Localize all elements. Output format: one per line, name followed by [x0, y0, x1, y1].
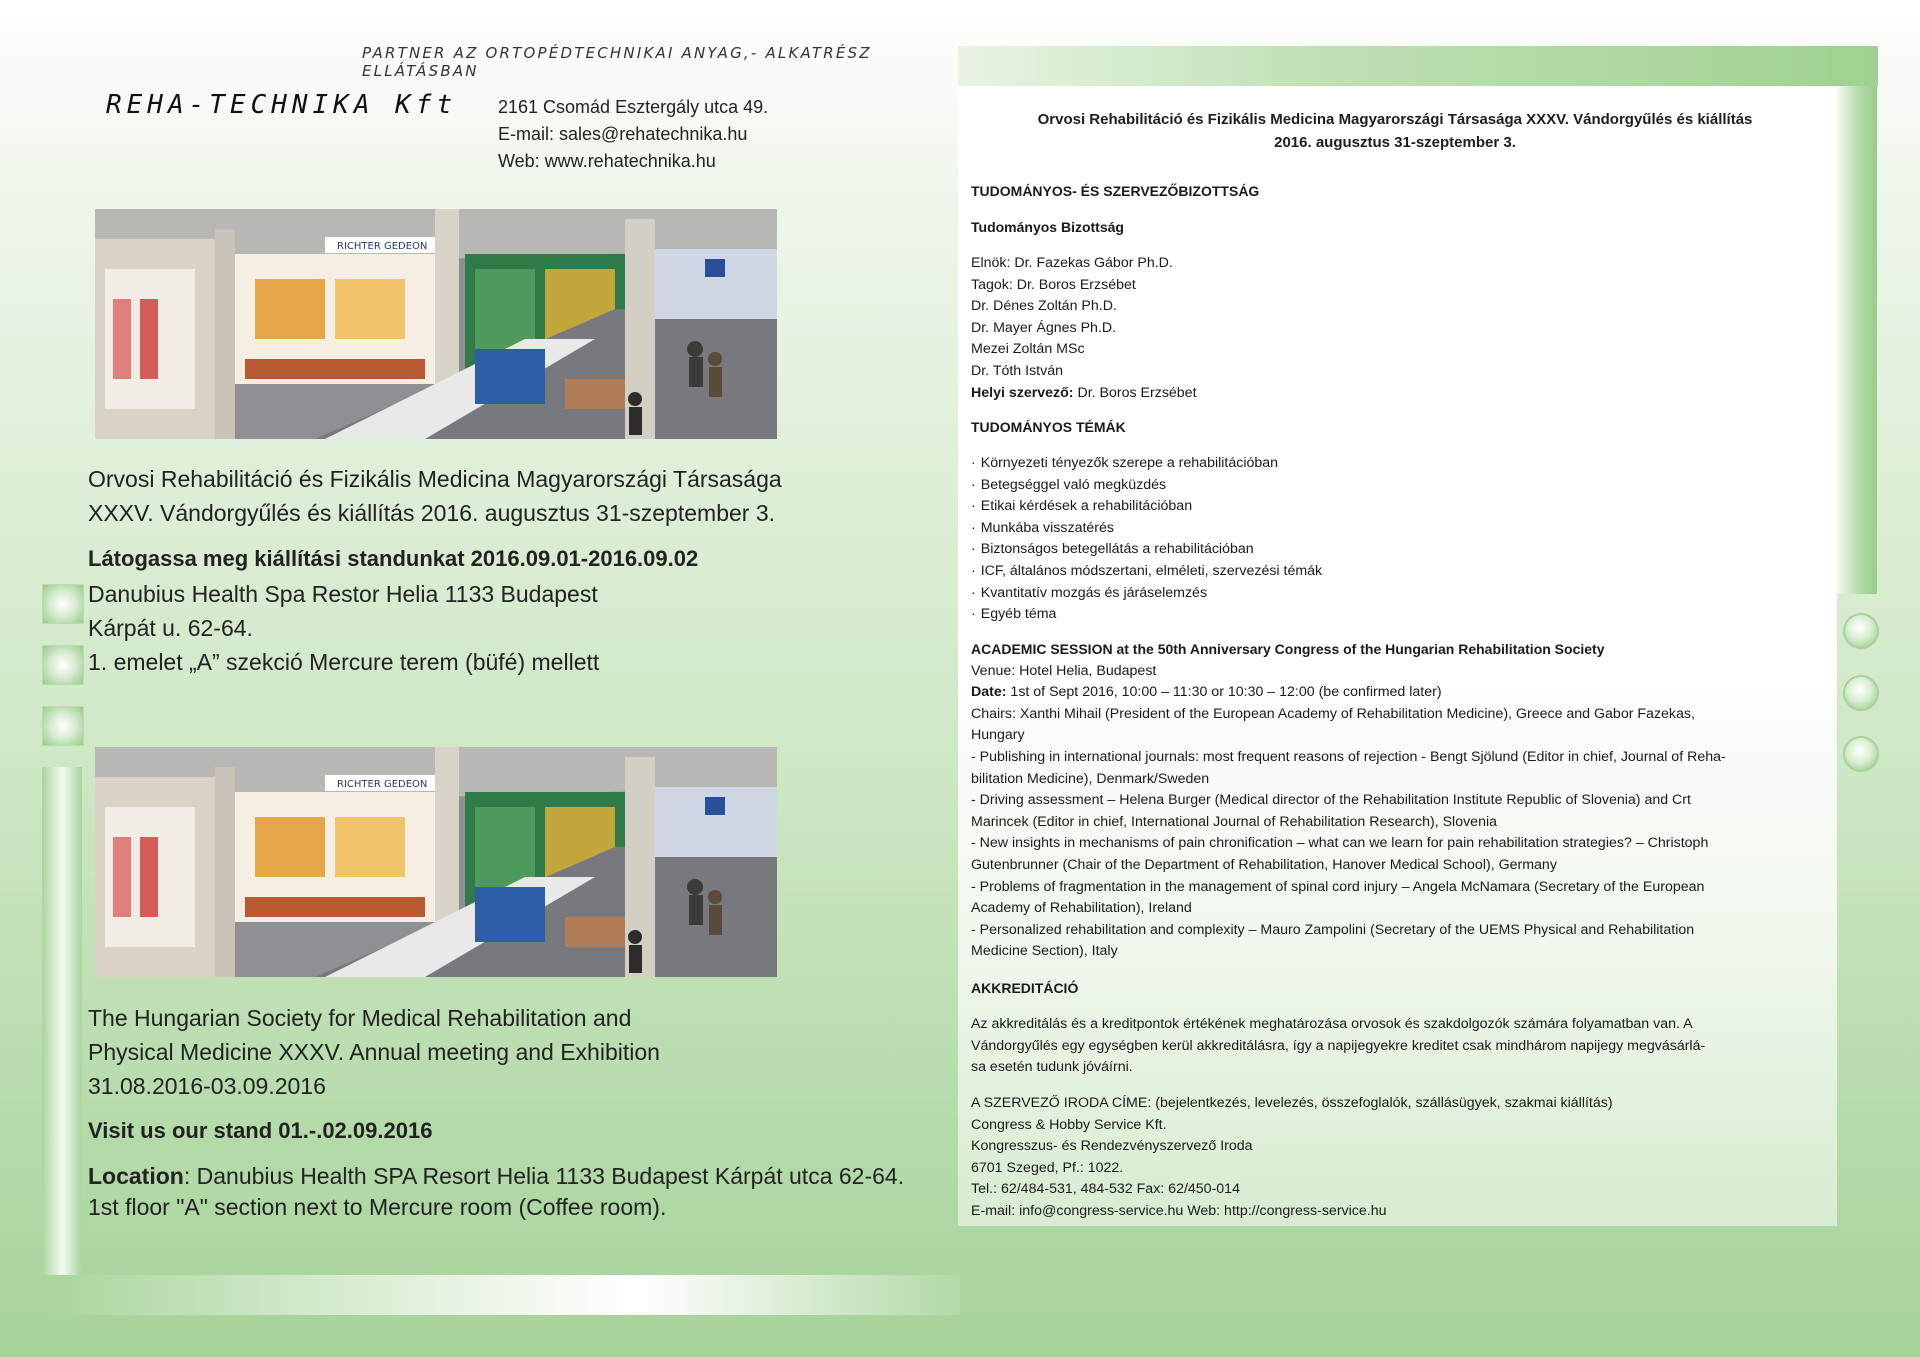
- member-line: Dr. Dénes Zoltán Ph.D.: [971, 298, 1117, 315]
- address: 2161 Csomád Esztergály utca 49.: [498, 97, 769, 117]
- event-title-hu-line1: Orvosi Rehabilitáció és Fizikális Medicina Magyarországi Társasága: [88, 466, 782, 492]
- venue-hu-line1: Danubius Health Spa Restor Helia 1133 Budapest: [88, 581, 598, 607]
- tagline: PARTNER AZ ORTOPÉDTECHNIKAI ANYAG,- ALKATRÉSZ ELLÁTÁSBAN: [362, 44, 872, 80]
- topic-item: · Betegséggel való megküzdés: [971, 475, 1816, 497]
- local-organizer: Helyi szervező: Dr. Boros Erzsébet: [971, 384, 1197, 401]
- event-title-en-line1: The Hungarian Society for Medical Rehabilitation and: [88, 1005, 632, 1031]
- email: E-mail: sales@rehatechnika.hu: [498, 124, 748, 144]
- visit-stand-hu: Látogassa meg kiállítási standunkat 2016.09.01-2016.09.02: [88, 546, 699, 571]
- event-title-hu-line2: XXXV. Vándorgyűlés és kiállítás 2016. augusztus 31-szeptember 3.: [88, 500, 776, 526]
- academic-line: - Driving assessment – Helena Burger (Medical director of the Rehabilitation Institute Republic of Slovenia) and Crt: [971, 792, 1691, 809]
- event-description-hu: [88, 462, 948, 530]
- accreditation-line: Vándorgyűlés egy egységben kerül akkreditálásra, így a napijegyekre kreditet csak mindhárom napijegy megvásárlá-: [971, 1037, 1706, 1054]
- academic-session: [971, 639, 1816, 963]
- exhibition-photo-1: [95, 209, 777, 439]
- decorative-bar-top: [958, 46, 1878, 86]
- member-line: Tagok: Dr. Boros Erzsébet: [971, 276, 1136, 293]
- topic-item: · Biztonságos betegellátás a rehabilitációban: [971, 539, 1816, 561]
- accreditation-line: Az akkreditálás és a kreditpontok értékének meghatározása orvosok és szakdolgozók számára folyamatban van. A: [971, 1016, 1693, 1032]
- committee-members: [971, 253, 1816, 404]
- academic-line: Academy of Rehabilitation), Ireland: [971, 900, 1192, 917]
- academic-line: - Personalized rehabilitation and complexity – Mauro Zampolini (Secretary of the UEMS Physical and Rehabilitation: [971, 921, 1695, 938]
- academic-line: Chairs: Xanthi Mihail (President of the European Academy of Rehabilitation Medicine), Greece and Gabor Fazekas,: [971, 705, 1695, 722]
- topic-item: · ICF, általános módszertani, elméleti, szervezési témák: [971, 561, 1816, 583]
- accreditation-heading: AKKREDITÁCIÓ: [971, 980, 1079, 996]
- decorative-circle-2: [1843, 675, 1879, 711]
- website: Web: www.rehatechnika.hu: [498, 151, 716, 171]
- academic-line: Medicine Section), Italy: [971, 943, 1118, 960]
- topics-list: [971, 453, 1816, 626]
- decorative-square-3: [42, 706, 84, 746]
- organizer-office: [971, 1093, 1816, 1223]
- location-floor: 1st floor "A" section next to Mercure room (Coffee room).: [88, 1194, 667, 1220]
- accreditation-text: [971, 1014, 1816, 1079]
- event-description-en: [88, 1001, 948, 1103]
- academic-date: Date: 1st of Sept 2016, 10:00 – 11:30 or 10:30 – 12:00 (be confirmed later): [971, 684, 1442, 701]
- academic-line: - Problems of fragmentation in the management of spinal cord injury – Angela McNamara (Secretary of the European: [971, 878, 1705, 895]
- event-dates-en: 31.08.2016-03.09.2016: [88, 1073, 326, 1099]
- topic-item: · Munkába visszatérés: [971, 518, 1816, 540]
- right-title-line1: Orvosi Rehabilitáció és Fizikális Medicina Magyarországi Társasága XXXV. Vándorgyűlés és kiállítás: [1037, 111, 1753, 128]
- member-line: Dr. Tóth István: [971, 362, 1063, 379]
- event-title-en-line2: Physical Medicine XXXV. Annual meeting and Exhibition: [88, 1039, 660, 1065]
- topic-item: · Egyéb téma: [971, 604, 1816, 626]
- academic-line: - New insights in mechanisms of pain chronification – what can we learn for pain rehabilitation strategies? – Christoph: [971, 835, 1709, 852]
- exhibition-photo-2: [95, 747, 777, 977]
- academic-line: - Publishing in international journals: most frequent reasons of rejection - Bengt Sjölund (Editor in chief, Journal of Reha-: [971, 748, 1726, 765]
- venue-hu-line3: 1. emelet „A” szekció Mercure terem (büfé) mellett: [88, 649, 600, 675]
- decorative-square-1: [42, 584, 84, 624]
- topics-heading: TUDOMÁNYOS TÉMÁK: [971, 419, 1126, 435]
- decorative-bar-bottom: [42, 1275, 960, 1315]
- contact-block: [498, 94, 768, 175]
- booth-sign-text: RICHTER GEDEON: [337, 779, 428, 790]
- decorative-circle-1: [1843, 613, 1879, 649]
- academic-line: Gutenbrunner (Chair of the Department of Rehabilitation, Hanover Medical School), Germany: [971, 856, 1557, 873]
- academic-heading: ACADEMIC SESSION at the 50th Anniversary Congress of the Hungarian Rehabilitation Society: [971, 641, 1605, 657]
- member-line: Mezei Zoltán MSc: [971, 341, 1085, 358]
- location-label: Location: [88, 1163, 184, 1189]
- right-title: [1000, 108, 1790, 154]
- academic-line: bilitation Medicine), Denmark/Sweden: [971, 770, 1210, 787]
- decorative-bar-left: [42, 767, 82, 1315]
- member-line: Dr. Mayer Ágnes Ph.D.: [971, 319, 1117, 336]
- booth-sign-text: RICHTER GEDEON: [337, 241, 428, 252]
- location-address: : Danubius Health SPA Resort Helia 1133 Budapest Kárpát utca 62-64.: [183, 1163, 905, 1189]
- academic-line: Hungary: [971, 727, 1025, 744]
- committee-heading: TUDOMÁNYOS- ÉS SZERVEZŐBIZOTTSÁG: [971, 183, 1260, 199]
- venue-hu-line2: Kárpát u. 62-64.: [88, 615, 253, 641]
- office-line: A SZERVEZŐ IRODA CÍME: (bejelentkezés, levelezés, összefoglalók, szállásügyek, szakmai kiállítás): [971, 1095, 1613, 1111]
- office-line: Congress & Hobby Service Kft.: [971, 1116, 1167, 1133]
- decorative-square-2: [42, 645, 84, 685]
- accreditation-line: sa esetén tudunk jóváírni.: [971, 1059, 1133, 1076]
- office-line: Tel.: 62/484-531, 484-532 Fax: 62/450-014: [971, 1181, 1240, 1198]
- visit-stand-en: Visit us our stand 01.-.02.09.2016: [88, 1118, 433, 1143]
- brand-logo: REHA-TECHNIKA Kft: [106, 90, 458, 120]
- topic-item: · Környezeti tényezők szerepe a rehabilitációban: [971, 453, 1816, 475]
- office-line: 6701 Szeged, Pf.: 1022.: [971, 1159, 1124, 1176]
- academic-line: Marincek (Editor in chief, International Journal of Rehabilitation Research), Slovenia: [971, 813, 1497, 830]
- venue-hu: [88, 577, 948, 679]
- topic-item: · Kvantitatív mozgás és járáselemzés: [971, 583, 1816, 605]
- topic-item: · Etikai kérdések a rehabilitációban: [971, 496, 1816, 518]
- decorative-bar-right: [1837, 86, 1877, 594]
- office-line: Kongresszus- és Rendezvényszervező Iroda: [971, 1138, 1253, 1155]
- right-title-line2: 2016. augusztus 31-szeptember 3.: [1274, 134, 1516, 151]
- location-en: [88, 1161, 948, 1223]
- office-line: E-mail: info@congress-service.hu Web: http://congress-service.hu: [971, 1202, 1387, 1219]
- sci-committee-heading: Tudományos Bizottság: [971, 219, 1124, 235]
- academic-venue: Venue: Hotel Helia, Budapest: [971, 662, 1157, 679]
- member-line: Elnök: Dr. Fazekas Gábor Ph.D.: [971, 255, 1173, 271]
- decorative-circle-3: [1843, 736, 1879, 772]
